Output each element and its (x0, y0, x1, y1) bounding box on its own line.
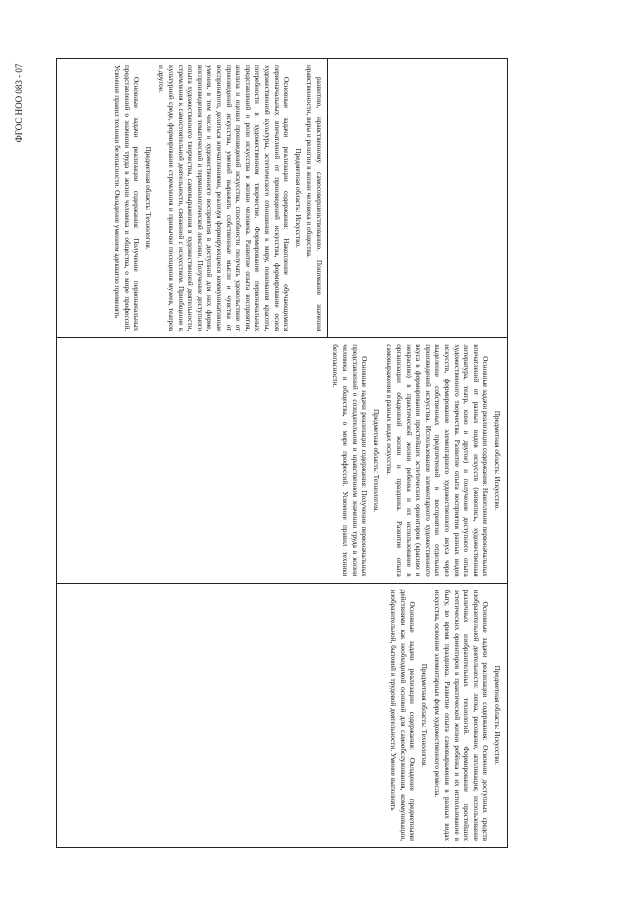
technology-tasks-text: Основные задачи реализации содержания: Получение первоначальных представлений о значении труда в жизни человека и общества, о мире профессий. Усвоение правил техники безопасности. Овладение умением адекватно применять (113, 65, 141, 332)
table-column-2 (57, 338, 507, 583)
technology-subject-heading: Предметная область: Технология. (143, 146, 152, 250)
standards-table-rotated (56, 58, 508, 848)
art-continuation-text: развитию, нравственному самосовершенствованию. Понимание значения нравственности, веры и религии в жизни человека и общества. (305, 65, 323, 332)
table-column-1 (57, 59, 507, 338)
art-subject-heading: Предметная область: Искусство. (293, 148, 302, 248)
document-code (6, 18, 32, 188)
table-column-1-content-cell (57, 59, 327, 337)
technology-subject-heading: Предметная область: Технология. (419, 663, 428, 767)
art-tasks-text: Основные задачи реализации содержания: Накопление обучающимися первоначальных впечатлений от произведений искусства, формирование основ художественной культуры, эстетического отношения к миру, понимания красоты, потребности в художественном творчестве. Формирование первоначальных представлений о роли искусства в жизни человека. Развитие опыта восприятия, анализа и оценки произведений искусства, способности получать удовольствие от произведений искусства, умений выражать собственные мысли и чувства от воспринятого, делиться впечатлениями, реализуя формирующиеся коммуникативные умения, в том числе и художественного восприятия в доступной для них форме, воспроизведения тематической и терминологической лексики. Получение доступного опыта художественного творчества, самовыражения в художественной деятельности, стремления к самостоятельной деятельности, связанной с искусством. Приобщение к культурной среде, формирование стремления и привычки посещения музеев, театров и другое. (157, 65, 291, 332)
document-code-text: ФГОС НОО 083 - 07 (14, 63, 24, 143)
art-tasks-text: Основные задачи реализации содержания: Накопление первоначальных впечатлений от разных видов искусств (живопись, художественная литература, театр, кино и другое) и получение доступного опыта художественного творчества. Развитие опыта восприятия разных видов искусств, формирование элементарного художественного вкуса через выделение собственных предпочтений в восприятии отдельных произведений искусства. Использование элементарного художественного вкуса в формировании простейших эстетических ориентиров (красиво и некрасиво) в практической жизни ребенка и их использование в организации обыденной жизни и праздника. Развитие опыта самовыражения в разных видах искусства. (385, 344, 490, 577)
table-column-1-empty-cell (327, 59, 507, 337)
technology-tasks-text: Основные задачи реализации содержания: Получение первоначальных представлений о созидательном и нравственном значении труда в жизни человека и общества, о мире профессий. Усвоение правил техники безопасности. (331, 344, 369, 577)
standards-table (56, 58, 508, 848)
art-tasks-text: Основные задачи реализации содержания: Освоение доступных средств изобразительной деятельности: лепка, рисование, аппликация; использование различных изобразительных технологий. Формирование простейших эстетических ориентиров в практической жизни ребёнка и их использование в быту, во время праздника. Развитие опыта самовыражения в разных видах искусства, освоение элементарных форм художественного ремесла. (433, 589, 490, 841)
art-subject-heading: Предметная область: Искусство. (493, 410, 501, 511)
technology-tasks-text: Основные задачи реализации содержания: Овладение предметными действиями как необходимой основой для самообслуживания, коммуникации, изобразительной, бытовой и трудовой деятельности. Умение выполнять (389, 589, 417, 841)
technology-subject-heading: Предметная область: Технология. (371, 408, 380, 512)
art-subject-heading: Предметная область: Искусство. (493, 665, 501, 766)
table-column-3 (57, 584, 507, 847)
